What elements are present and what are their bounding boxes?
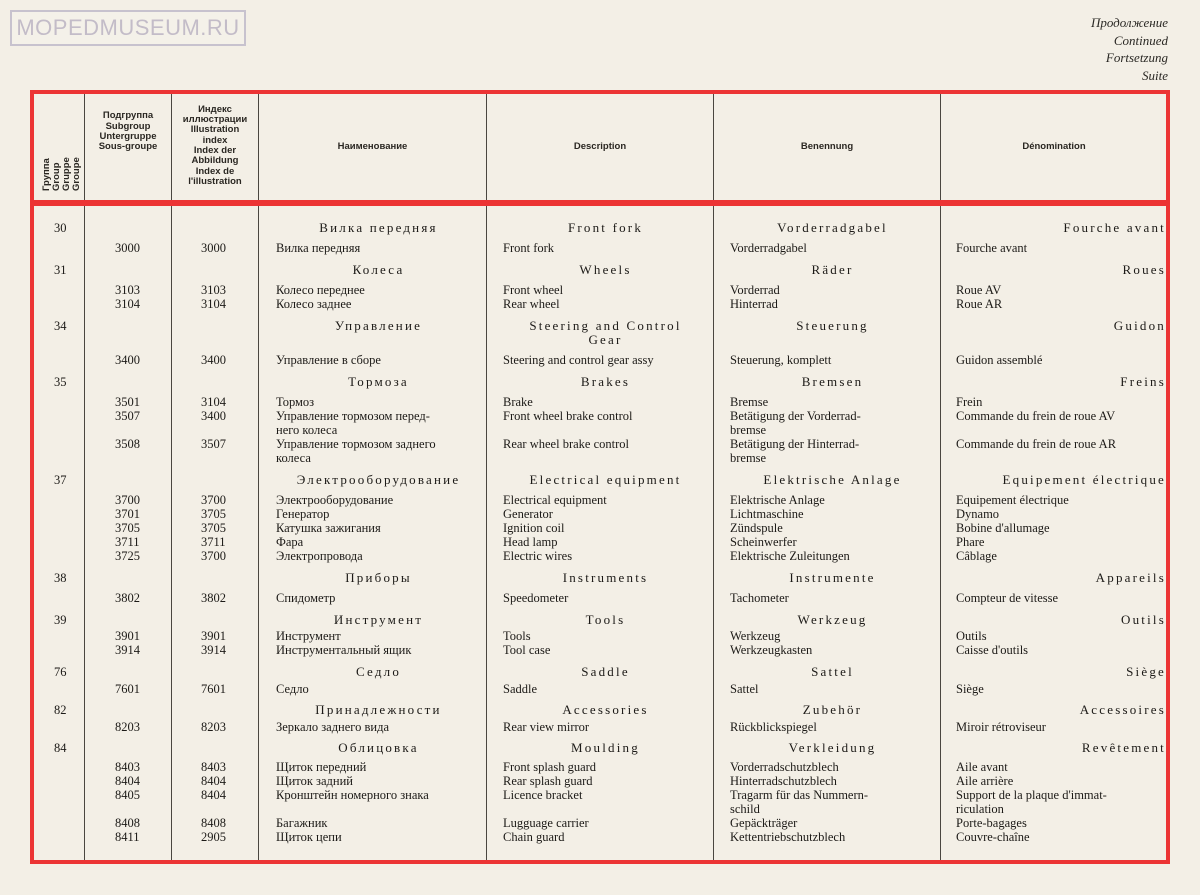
group-heading-de: Zubehör: [802, 702, 863, 717]
part-description-en: Front wheel brake control: [503, 409, 633, 423]
part-denomination-fr: Support de la plaque d'immat- riculation: [956, 788, 1107, 816]
part-name-ru: Зеркало заднего вида: [276, 720, 389, 734]
illustration-index: 3914: [201, 643, 226, 657]
column-divider: [84, 206, 85, 860]
illustration-index: 3901: [201, 629, 226, 643]
part-name-ru: Катушка зажигания: [276, 521, 381, 535]
part-denomination-fr: Commande du frein de roue AR: [956, 437, 1117, 451]
group-heading-fr: Guidon: [1113, 318, 1166, 333]
group-heading-en: Electrical equipment: [529, 472, 682, 487]
subgroup-number: 8404: [115, 774, 140, 788]
group-heading-de: Verkleidung: [788, 740, 877, 755]
part-benennung-de: Rückblickspiegel: [730, 720, 817, 734]
group-number: 76: [54, 665, 67, 679]
part-denomination-fr: Dynamo: [956, 507, 1000, 521]
group-number: 39: [54, 613, 67, 627]
group-heading-ru: Инструмент: [333, 612, 424, 627]
group-heading-ru: Колеса: [352, 262, 405, 277]
part-name-ru: Колесо переднее: [276, 283, 365, 297]
part-name-ru: Управление тормозом заднего колеса: [276, 437, 436, 465]
illustration-index: 2905: [201, 830, 226, 844]
group-heading-de: Vorderradgabel: [777, 220, 888, 235]
group-heading-fr: Accessoires: [1079, 702, 1166, 717]
part-denomination-fr: Compteur de vitesse: [956, 591, 1059, 605]
part-description-en: Rear wheel: [503, 297, 560, 311]
group-number: 35: [54, 375, 67, 389]
header-description-en: Description: [573, 140, 627, 152]
part-benennung-de: Scheinwerfer: [730, 535, 797, 549]
illustration-index: 3802: [201, 591, 226, 605]
group-heading-de: Bremsen: [801, 374, 864, 389]
part-name-ru: Кронштейн номерного знака: [276, 788, 429, 802]
subgroup-number: 3802: [115, 591, 140, 605]
illustration-index: 3700: [201, 493, 226, 507]
part-description-en: Steering and control gear assy: [503, 353, 654, 367]
group-heading-ru: Управление: [334, 318, 423, 333]
header-illustration-index: Индекс иллюстрации Illustration index Index der Abbildung Index de l'illustration: [182, 103, 248, 187]
illustration-index: 3700: [201, 549, 226, 563]
part-benennung-de: Hinterrad: [730, 297, 778, 311]
part-denomination-fr: Commande du frein de roue AV: [956, 409, 1116, 423]
part-denomination-fr: Guidon assemblé: [956, 353, 1043, 367]
group-heading-ru: Седло: [355, 664, 402, 679]
header-benennung-de: Benennung: [800, 140, 854, 152]
subgroup-number: 3400: [115, 353, 140, 367]
part-description-en: Brake: [503, 395, 533, 409]
subgroup-number: 3507: [115, 409, 140, 423]
part-name-ru: Тормоз: [276, 395, 315, 409]
subgroup-number: 3700: [115, 493, 140, 507]
part-description-en: Front splash guard: [503, 760, 597, 774]
group-heading-ru: Принадлежности: [315, 702, 442, 717]
subgroup-number: 3914: [115, 643, 140, 657]
part-denomination-fr: Fourche avant: [956, 241, 1028, 255]
part-denomination-fr: Câblage: [956, 549, 997, 563]
part-name-ru: Фара: [276, 535, 304, 549]
group-heading-fr: Outils: [1121, 612, 1166, 627]
group-heading-ru: Вилка передняя: [319, 220, 438, 235]
part-description-en: Tools: [503, 629, 531, 643]
part-benennung-de: Tragarm für das Nummern- schild: [730, 788, 869, 816]
part-name-ru: Щиток задний: [276, 774, 353, 788]
header-denomination-fr: Dénomination: [1022, 140, 1086, 152]
subgroup-number: 3103: [115, 283, 140, 297]
part-benennung-de: Elektrische Anlage: [730, 493, 825, 507]
group-number: 38: [54, 571, 67, 585]
part-denomination-fr: Frein: [956, 395, 983, 409]
subgroup-number: 3711: [115, 535, 140, 549]
group-heading-en: Accessories: [562, 702, 649, 717]
part-description-en: Front fork: [503, 241, 555, 255]
group-heading-ru: Облицовка: [338, 740, 419, 755]
group-heading-en: Brakes: [580, 374, 631, 389]
column-divider: [171, 206, 172, 860]
part-denomination-fr: Equipement électrique: [956, 493, 1069, 507]
group-number: 34: [54, 319, 67, 333]
subgroup-number: 3501: [115, 395, 140, 409]
illustration-index: 8404: [201, 788, 226, 802]
part-benennung-de: Tachometer: [730, 591, 789, 605]
part-name-ru: Генератор: [276, 507, 330, 521]
part-description-en: Electric wires: [503, 549, 573, 563]
part-description-en: Speedometer: [503, 591, 569, 605]
group-heading-en: Tools: [585, 612, 626, 627]
part-name-ru: Щиток цепи: [276, 830, 342, 844]
part-benennung-de: Sattel: [730, 682, 759, 696]
column-divider: [940, 206, 941, 860]
part-benennung-de: Elektrische Zuleitungen: [730, 549, 850, 563]
watermark-logo: MOPEDMUSEUM.RU: [10, 10, 246, 46]
illustration-index: 3000: [201, 241, 226, 255]
subgroup-number: 3705: [115, 521, 140, 535]
subgroup-number: 8411: [115, 830, 140, 844]
part-benennung-de: Hinterradschutzblech: [730, 774, 837, 788]
group-heading-de: Räder: [811, 262, 854, 277]
group-number: 37: [54, 473, 67, 487]
header-separator: [30, 200, 1170, 206]
part-denomination-fr: Siège: [956, 682, 984, 696]
illustration-index: 7601: [201, 682, 226, 696]
group-heading-fr: Roues: [1122, 262, 1166, 277]
group-heading-en: Front fork: [567, 220, 644, 235]
subgroup-number: 3901: [115, 629, 140, 643]
illustration-index: 3507: [201, 437, 226, 451]
group-number: 30: [54, 221, 67, 235]
part-benennung-de: Betätigung der Vorderrad- bremse: [730, 409, 861, 437]
illustration-index: 3104: [201, 395, 226, 409]
column-divider: [258, 206, 259, 860]
part-name-ru: Вилка передняя: [276, 241, 361, 255]
part-denomination-fr: Couvre-chaîne: [956, 830, 1030, 844]
part-benennung-de: Vorderradgabel: [730, 241, 807, 255]
illustration-index: 3711: [201, 535, 226, 549]
group-heading-fr: Appareils: [1095, 570, 1166, 585]
part-benennung-de: Vorderradschutzblech: [730, 760, 839, 774]
subgroup-number: 3508: [115, 437, 140, 451]
continued-label: Продолжение Continued Fortsetzung Suite: [1090, 15, 1168, 83]
subgroup-number: 8405: [115, 788, 140, 802]
part-denomination-fr: Aile arrière: [956, 774, 1014, 788]
part-name-ru: Электрооборудование: [276, 493, 394, 507]
part-benennung-de: Betätigung der Hinterrad- bremse: [730, 437, 860, 465]
subgroup-number: 8403: [115, 760, 140, 774]
part-denomination-fr: Miroir rétroviseur: [956, 720, 1046, 734]
illustration-index: 3705: [201, 521, 226, 535]
header-group: Группа Group Gruppe Groupe: [41, 157, 82, 191]
part-description-en: Head lamp: [503, 535, 558, 549]
illustration-index: 3400: [201, 409, 226, 423]
group-heading-en: Steering and Control Gear: [529, 318, 682, 347]
illustration-index: 3103: [201, 283, 226, 297]
group-heading-fr: Fourche avant: [1063, 220, 1166, 235]
group-heading-de: Werkzeug: [797, 612, 868, 627]
group-heading-en: Instruments: [562, 570, 649, 585]
part-benennung-de: Werkzeugkasten: [730, 643, 813, 657]
group-heading-fr: Siège: [1126, 664, 1166, 679]
group-heading-en: Moulding: [571, 740, 640, 755]
part-name-ru: Спидометр: [276, 591, 336, 605]
header-name-ru: Наименование: [337, 140, 408, 152]
illustration-index: 3400: [201, 353, 226, 367]
part-name-ru: Багажник: [276, 816, 328, 830]
group-heading-de: Sattel: [811, 664, 854, 679]
part-denomination-fr: Porte-bagages: [956, 816, 1027, 830]
illustration-index: 3104: [201, 297, 226, 311]
group-heading-de: Elektrische Anlage: [763, 472, 902, 487]
part-name-ru: Инструментальный ящик: [276, 643, 412, 657]
part-benennung-de: Gepäckträger: [730, 816, 798, 830]
subgroup-number: 8203: [115, 720, 140, 734]
part-description-en: Electrical equipment: [503, 493, 607, 507]
group-number: 82: [54, 703, 67, 717]
subgroup-number: 3104: [115, 297, 140, 311]
part-name-ru: Управление тормозом перед- него колеса: [276, 409, 430, 437]
subgroup-number: 3725: [115, 549, 140, 563]
group-heading-ru: Тормоза: [348, 374, 409, 389]
subgroup-number: 3701: [115, 507, 140, 521]
group-heading-de: Steuerung: [796, 318, 869, 333]
part-benennung-de: Zündspule: [730, 521, 783, 535]
part-benennung-de: Steuerung, komplett: [730, 353, 832, 367]
group-heading-ru: Электрооборудование: [296, 472, 461, 487]
part-description-en: Saddle: [503, 682, 538, 696]
part-description-en: Ignition coil: [503, 521, 565, 535]
column-divider: [486, 206, 487, 860]
group-heading-fr: Revêtement: [1081, 740, 1166, 755]
part-description-en: Rear splash guard: [503, 774, 593, 788]
part-benennung-de: Vorderrad: [730, 283, 780, 297]
part-name-ru: Седло: [276, 682, 309, 696]
group-heading-fr: Equipement électrique: [1002, 472, 1166, 487]
subgroup-number: 8408: [115, 816, 140, 830]
illustration-index: 8403: [201, 760, 226, 774]
part-benennung-de: Werkzeug: [730, 629, 781, 643]
illustration-index: 8203: [201, 720, 226, 734]
part-name-ru: Управление в сборе: [276, 353, 381, 367]
part-benennung-de: Bremse: [730, 395, 769, 409]
subgroup-number: 3000: [115, 241, 140, 255]
part-denomination-fr: Phare: [956, 535, 985, 549]
part-benennung-de: Kettentriebschutzblech: [730, 830, 846, 844]
part-name-ru: Электропровода: [276, 549, 363, 563]
group-heading-en: Wheels: [579, 262, 632, 277]
part-description-en: Generator: [503, 507, 553, 521]
group-heading-fr: Freins: [1120, 374, 1166, 389]
group-heading-en: Saddle: [581, 664, 630, 679]
part-name-ru: Инструмент: [276, 629, 341, 643]
illustration-index: 8404: [201, 774, 226, 788]
part-description-en: Tool case: [503, 643, 551, 657]
illustration-index: 3705: [201, 507, 226, 521]
part-denomination-fr: Bobine d'allumage: [956, 521, 1050, 535]
part-denomination-fr: Caisse d'outils: [956, 643, 1029, 657]
subgroup-number: 7601: [115, 682, 140, 696]
part-description-en: Lugguage carrier: [503, 816, 589, 830]
illustration-index: 8408: [201, 816, 226, 830]
part-denomination-fr: Aile avant: [956, 760, 1008, 774]
part-benennung-de: Lichtmaschine: [730, 507, 804, 521]
part-description-en: Front wheel: [503, 283, 564, 297]
part-denomination-fr: Roue AR: [956, 297, 1003, 311]
part-description-en: Rear view mirror: [503, 720, 590, 734]
group-heading-de: Instrumente: [789, 570, 876, 585]
column-divider: [713, 206, 714, 860]
group-heading-ru: Приборы: [345, 570, 412, 585]
header-subgroup: Подгруппа Subgroup Untergruppe Sous-groupe: [98, 110, 158, 153]
part-name-ru: Щиток передний: [276, 760, 367, 774]
group-number: 84: [54, 741, 67, 755]
part-denomination-fr: Roue AV: [956, 283, 1002, 297]
part-description-en: Rear wheel brake control: [503, 437, 629, 451]
group-number: 31: [54, 263, 67, 277]
part-description-en: Chain guard: [503, 830, 565, 844]
part-denomination-fr: Outils: [956, 629, 987, 643]
part-description-en: Licence bracket: [503, 788, 583, 802]
part-name-ru: Колесо заднее: [276, 297, 352, 311]
